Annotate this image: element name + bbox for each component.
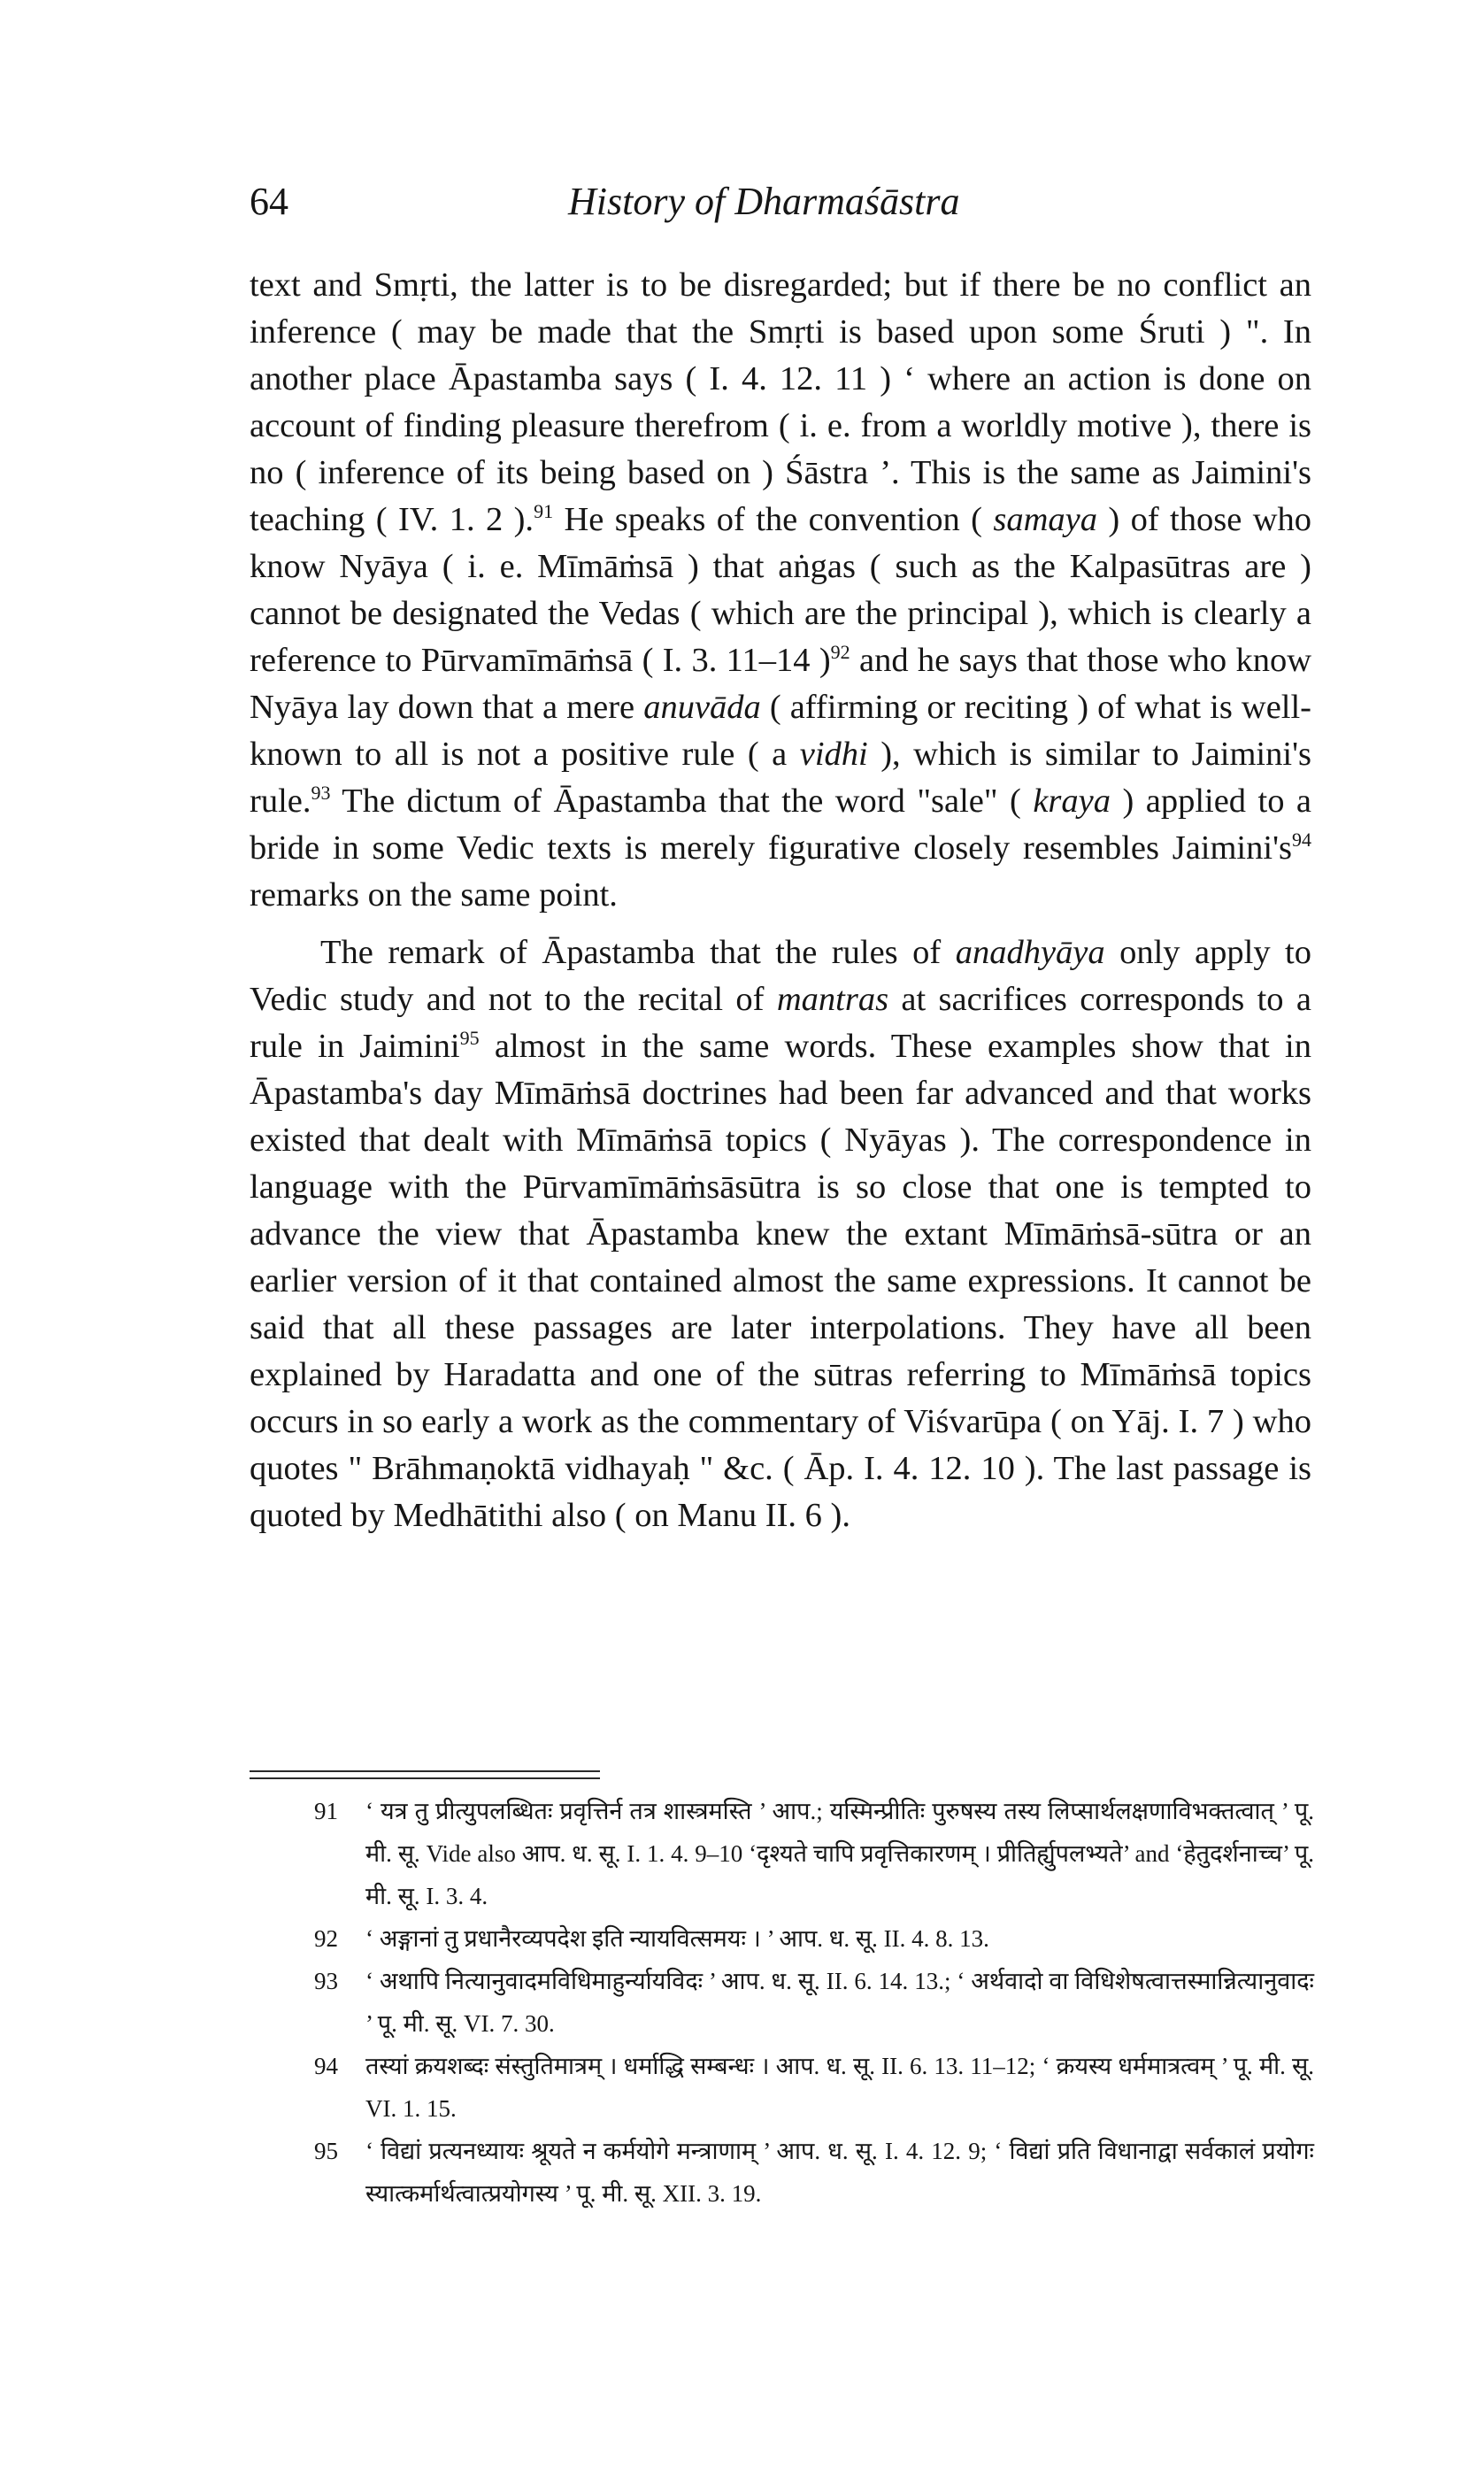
text-run: text and Smṛti, the latter is to be disregarded; but if there be no conflict an inference ( may be made that the Smṛti is based upon some Śruti ) ". In another place Āpastamba says ( I. 4. 12. 11 ) ‘ where an action is done on account of finding pleasure therefrom ( i. e. from a worldly motive ), there is no ( inference of its being based on ) Śāstra ’. This is the same as Jaimini's teaching ( IV. 1. 2 ). (250, 266, 1311, 538)
term-vidhi: vidhi (799, 736, 868, 773)
page-header (250, 175, 1011, 228)
footnote-text: ‘ अथापि नित्यानुवादमविधिमाहुर्न्यायविदः ’ आप. ध. सू. II. 6. 14. 13.; ‘ अर्थवादो वा विधिशेषत्वात्तस्मान्नित्यानुवादः ’ पू. मी. सू. VI. 7. 30. (365, 1968, 1314, 2037)
term-mantras: mantras (776, 981, 889, 1018)
term-kraya: kraya (1033, 783, 1111, 820)
term-anadhyaya: anadhyāya (955, 934, 1105, 971)
page-number: 64 (250, 180, 288, 223)
text-run: almost in the same words. These examples show that in Āpastamba's day Mīmāṁsā doctrines had been far advanced and that works existed that dealt with Mīmāṁsā topics ( Nyāyas ). The correspondence in language with the Pūrvamīmāṁsāsūtra is so close that one is tempted to advance the view that Āpastamba knew the extant Mīmāṁsā-sūtra or an earlier version of it that contained almost the same expressions. It cannot be said that all these passages are later interpolations. They have all been explained by Haradatta and one of the sūtras referring to Mīmāṁsā topics occurs in so early a work as the commentary of Viśvarūpa ( on Yāj. I. 7 ) who quotes " Brāhmaṇoktā vidhayaḥ " &c. ( Āp. I. 4. 12. 10 ). The last passage is quoted by Medhātithi also ( on Manu II. 6 ). (250, 1028, 1311, 1534)
footnote-ref-92: 92 (830, 641, 850, 664)
footnote-93 (314, 1960, 1314, 2045)
text-run: only apply to Vedic study and not to the recital of (250, 934, 1312, 1018)
footnote-ref-95: 95 (459, 1027, 480, 1050)
footnote-number: 94 (314, 2053, 338, 2079)
term-samaya: samaya (993, 501, 1097, 538)
footnote-ref-93: 93 (311, 782, 331, 805)
footnote-ref-91: 91 (534, 500, 554, 523)
footnote-number: 92 (314, 1925, 338, 1952)
running-title: History of Dharmaśāstra (568, 180, 960, 223)
footnote-text: ‘ अङ्गानां तु प्रधानैरव्यपदेश इति न्यायवित्समयः । ’ आप. ध. सू. II. 4. 8. 13. (365, 1925, 989, 1952)
text-run: ( affirming or reciting ) of what is well-known to all is not a positive rule ( a (250, 689, 1311, 773)
paragraph-2 (250, 929, 1311, 1539)
text-run: ) of those who know Nyāya ( i. e. Mīmāṁsā ) that aṅgas ( such as the Kalpasūtras are ) cannot be designated the Vedas ( which are the principal ), which is clearly a reference to Pūrvamīmāṁsā ( I. 3. 11–14 ) (250, 501, 1312, 679)
paragraph-1 (250, 262, 1311, 919)
text-run: ) applied to a bride in some Vedic texts is merely figurative closely resembles Jaimini's (250, 783, 1311, 867)
footnote-ref-94: 94 (1292, 829, 1311, 852)
footnote-number: 95 (314, 2138, 338, 2164)
text-run: at sacrifices corresponds to a rule in Jaimini (250, 981, 1311, 1065)
footnotes (314, 1790, 1314, 2215)
term-anuvada: anuvāda (643, 689, 761, 726)
text-run: He speaks of the convention ( (553, 501, 994, 538)
footnote-text: ‘ यत्र तु प्रीत्युपलब्धितः प्रवृत्तिर्न तत्र शास्त्रमस्ति ’ आप.; यस्मिन्प्रीतिः पुरुषस्य तस्य लिप्सार्थलक्षणाविभक्तत्वात् ’ पू. मी. सू. Vide also आप. ध. सू. I. 1. 4. 9–10 ‘दृश्यते चापि प्रवृत्तिकारणम् । प्रीतिर्ह्युपलभ्यते’ and ‘हेतुदर्शनाच्च’ पू. मी. सू. I. 3. 4. (365, 1798, 1314, 1909)
text-run: ), which is similar to Jaimini's rule. (250, 736, 1311, 820)
text-run: and he says that those who know Nyāya lay down that a mere (250, 642, 1311, 726)
footnote-rule (250, 1770, 600, 1779)
footnote-number: 93 (314, 1968, 338, 1994)
footnote-91 (314, 1790, 1314, 1917)
footnote-92 (314, 1917, 1314, 1960)
footnote-number: 91 (314, 1798, 338, 1824)
text-run: The dictum of Āpastamba that the word "sale" ( (330, 783, 1034, 820)
footnote-94 (314, 2045, 1314, 2130)
footnote-text: ‘ विद्यां प्रत्यनध्यायः श्रूयते न कर्मयोगे मन्त्राणाम् ’ आप. ध. सू. I. 4. 12. 9; ‘ विद्यां प्रति विधानाद्वा सर्वकालं प्रयोगः स्यात्कर्मार्थत्वात्प्रयोगस्य ’ पू. मी. सू. XII. 3. 19. (365, 2138, 1314, 2207)
text-run: remarks on the same point. (250, 876, 618, 914)
footnote-95 (314, 2130, 1314, 2215)
text-run: The remark of Āpastamba that the rules of (320, 934, 956, 971)
footnote-text: तस्यां क्रयशब्दः संस्तुतिमात्रम् । धर्माद्धि सम्बन्धः । आप. ध. सू. II. 6. 13. 11–12; ‘ क्रयस्य धर्ममात्रत्वम् ’ पू. मी. सू. VI. 1. 15. (365, 2053, 1314, 2122)
main-text (250, 262, 1311, 1539)
